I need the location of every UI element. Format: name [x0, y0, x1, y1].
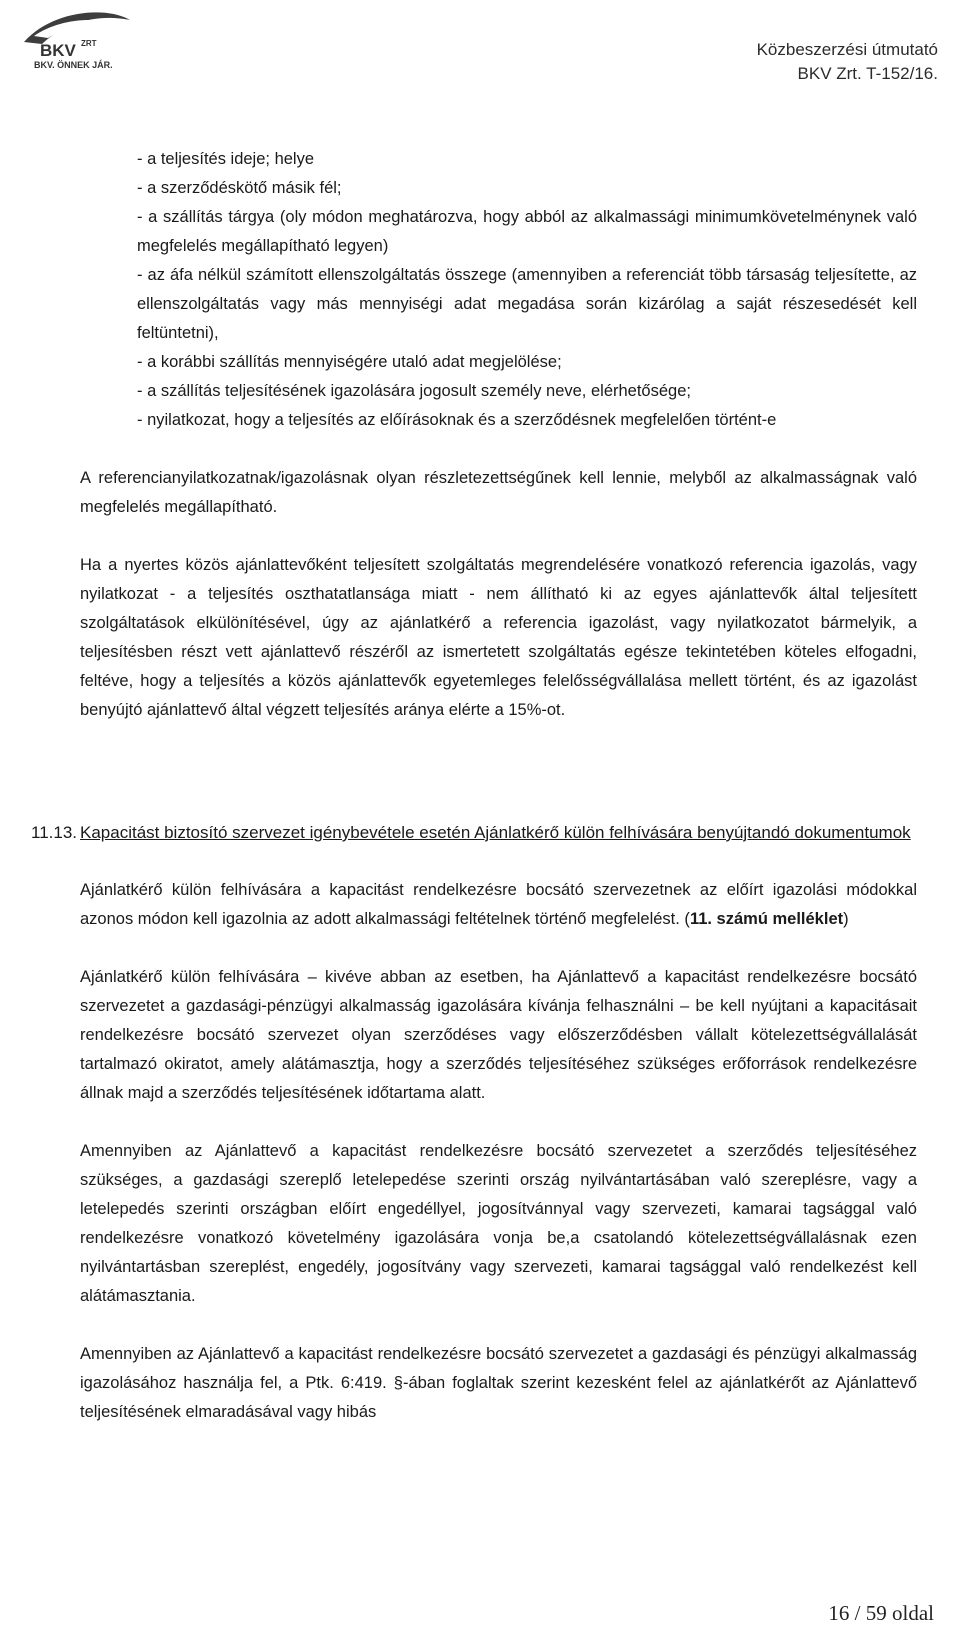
section-paragraph-1-end: ): [843, 910, 849, 928]
section-paragraph-1-text: Ajánlatkérő külön felhívására a kapacitást rendelkezésre bocsátó szervezetnek az előírt igazolási módokkal azonos módon kell igazolnia az adott alkalmassági feltételnek történő megfelelést. (: [80, 881, 917, 928]
list-item: - nyilatkozat, hogy a teljesítés az előírásoknak és a szerződésnek megfelelően történt-e: [137, 411, 777, 429]
section-paragraph-4: Amennyiben az Ajánlattevő a kapacitást rendelkezésre bocsátó szervezetet a gazdasági és pénzügyi alkalmasság igazolásához használja fel, a Ptk. 6:419. §-ában foglaltak szerint kezesként felel az ajánlatkérőt az Ajánlattevő teljesítésének elmaradásával vagy hibás: [80, 1345, 917, 1421]
section-number: 11.13.: [31, 823, 78, 842]
bkv-logo: [12, 6, 142, 72]
section-paragraph-3: Amennyiben az Ajánlattevő a kapacitást rendelkezésre bocsátó szervezetet a szerződés teljesítéséhez szükséges, a gazdasági szereplő letelepedése szerinti ország nyilvántartásában való szereplésre, vagy a letelepedés szerinti országban előírt engedéllyel, jogosítvánnyal vagy szervezeti, kamarai tagsággal való rendelkezésre vonatkozó követelmény igazolására vonja be,a csatolandó kötelezettségvállalásnak ezen nyilvántartásban szereplést, engedély, jogosítvány vagy szervezeti, kamarai tagsággal való rendelkezést kell alátámasztania.: [80, 1142, 917, 1305]
list-item: - a szállítás teljesítésének igazolására jogosult személy neve, elérhetősége;: [137, 382, 691, 400]
section-paragraph-2: Ajánlatkérő külön felhívására – kivéve abban az esetben, ha Ajánlattevő a kapacitást rendelkezésre bocsátó szervezetet a gazdasági-pénzügyi alkalmasság igazolására kívánja felhasználni – be kell nyújtani a kapacitásait rendelkezésre bocsátó szervezet olyan szerződéses vagy előszerződésben vállalt kötelezettségvállalását tartalmazó okiratot, amely alátámasztja, hogy a szerződés teljesítéséhez szükséges erőforrások rendelkezésre állnak majd a szerződés teljesítésének időtartama alatt.: [80, 968, 917, 1102]
list-item: - a korábbi szállítás mennyiségére utaló adat megjelölése;: [137, 353, 562, 371]
logo-text: BKV: [40, 41, 76, 60]
annex-reference: 11. számú melléklet: [689, 910, 844, 928]
section-paragraph-1: [80, 876, 917, 934]
section-title: Kapacitást biztosító szervezet igénybevétele esetén Ajánlatkérő külön felhívására benyújtandó dokumentumok: [80, 823, 911, 842]
bkv-swoosh-icon: [12, 6, 142, 72]
page-number: 16 / 59 oldal: [828, 1601, 934, 1625]
paragraph-reference-detail: A referencianyilatkozatnak/igazolásnak olyan részletezettségűnek kell lennie, melyből az alkalmasságnak való megfelelés megállapítható.: [80, 469, 917, 516]
requirement-list: [137, 145, 917, 435]
document-title: Közbeszerzési útmutató: [756, 40, 938, 59]
list-item: - az áfa nélkül számított ellenszolgáltatás összege (amennyiben a referenciát több társaság teljesítette, az ellenszolgáltatás vagy más mennyiségi adat megadása során kizárólag a saját részesedését kell feltüntetni),: [137, 266, 917, 342]
list-item: - a szerződéskötő másik fél;: [137, 179, 342, 197]
logo-sup: ZRT: [81, 39, 97, 48]
list-item: - a teljesítés ideje; helye: [137, 150, 315, 168]
main-content: [80, 145, 917, 725]
document-header: [757, 38, 938, 86]
section-11-13: [31, 818, 917, 1427]
logo-slogan: BKV. ÖNNEK JÁR.: [34, 60, 113, 70]
document-reference: BKV Zrt. T-152/16.: [797, 64, 938, 83]
list-item: - a szállítás tárgya (oly módon meghatározva, hogy abból az alkalmassági minimumkövetelménynek való megfelelés megállapítható legyen): [137, 208, 917, 255]
paragraph-joint-bidder: Ha a nyertes közös ajánlattevőként teljesített szolgáltatás megrendelésére vonatkozó referencia igazolás, vagy nyilatkozat - a teljesítés oszthatatlansága miatt - nem állítható ki az egyes ajánlattevők által teljesített szolgáltatások elkülönítésével, úgy az ajánlatkérő a referencia igazolást, vagy nyilatkozatot bármelyik, a teljesítésben részt vett ajánlattevő részéről az ismertetett szolgáltatás egésze tekintetében köteles elfogadni, feltéve, hogy a teljesítés a közös ajánlattevők egyetemleges felelősségvállalása mellett történt, és az igazolást benyújtó ajánlattevő által végzett teljesítés aránya elérte a 15%-ot.: [80, 556, 917, 719]
